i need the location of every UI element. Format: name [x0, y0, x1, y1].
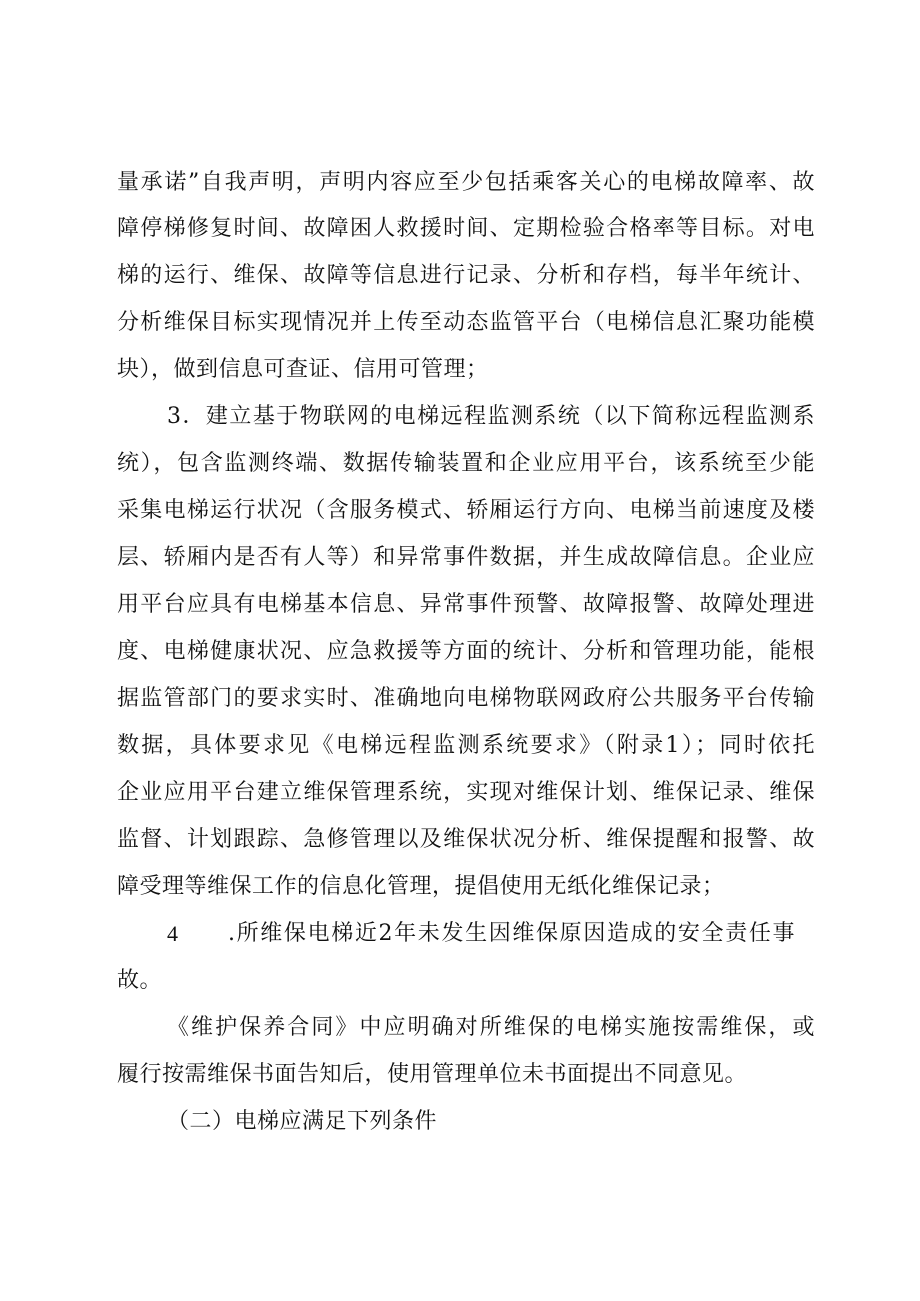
paragraph-line: 企业应用平台建立维保管理系统，实现对维保计划、维保记录、维保 — [117, 780, 815, 805]
paragraph-line: 障停梯修复时间、故障困人救援时间、定期检验合格率等目标。对电 — [117, 216, 815, 241]
paragraph-line: 量承诺”自我声明，声明内容应至少包括乘客关心的电梯故障率、故 — [117, 170, 815, 195]
paragraph-line: 块），做到信息可查证、信用可管理； — [117, 357, 489, 382]
section-heading: （二）电梯应满足下列条件 — [167, 1109, 438, 1134]
paragraph-line: 度、电梯健康状况、应急救援等方面的统计、分析和管理功能，能根 — [117, 639, 815, 664]
paragraph-line: 《维护保养合同》中应明确对所维保的电梯实施按需维保，或 — [167, 1015, 815, 1040]
list-item-3-line: 3．建立基于物联网的电梯远程监测系统（以下简称远程监测系 — [167, 404, 815, 429]
paragraph-line: 障受理等维保工作的信息化管理，提倡使用无纸化维保记录； — [117, 874, 725, 899]
list-item-4-number: 4 — [167, 921, 178, 946]
paragraph-line: 数据，具体要求见《电梯远程监测系统要求》（附录1）；同时依托 — [117, 733, 815, 758]
paragraph-line: 履行按需维保书面告知后，使用管理单位未书面提出不同意见。 — [117, 1062, 748, 1087]
paragraph-line: 监督、计划跟踪、急修管理以及维保状况分析、维保提醒和报警、故 — [117, 827, 815, 852]
paragraph-line: 统），包含监测终端、数据传输装置和企业应用平台，该系统至少能 — [117, 451, 815, 476]
paragraph-line: 分析维保目标实现情况并上传至动态监管平台（电梯信息汇聚功能模 — [117, 310, 815, 335]
paragraph-line: 用平台应具有电梯基本信息、异常事件预警、故障报警、故障处理进 — [117, 592, 815, 617]
paragraph-line: 梯的运行、维保、故障等信息进行记录、分析和存档，每半年统计、 — [117, 263, 815, 288]
paragraph-line: 采集电梯运行状况（含服务模式、轿厢运行方向、电梯当前速度及楼 — [117, 498, 815, 523]
paragraph-line: 据监管部门的要求实时、准确地向电梯物联网政府公共服务平台传输 — [117, 686, 815, 711]
paragraph-line: 故。 — [117, 968, 163, 993]
paragraph-line: 层、轿厢内是否有人等）和异常事件数据，并生成故障信息。企业应 — [117, 545, 815, 570]
list-item-4-line: .所维保电梯近2年未发生因维保原因造成的安全责任事 — [228, 921, 795, 946]
